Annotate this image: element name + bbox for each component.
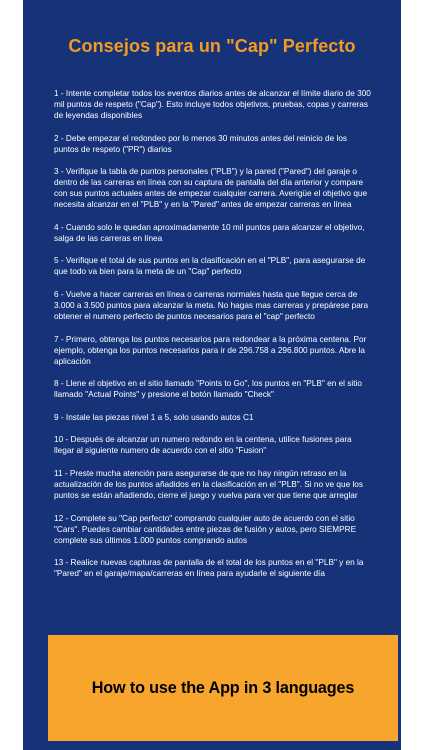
tip-item-12: 12 - Complete su "Cap perfecto" comprando cualquier auto de acuerdo con el sitio "Cars". Puedes cambiar cantidades entre piezas de fusión y autos, pero SIEMPRE complete sus últimos 1.000 puntos comprando autos: [54, 513, 357, 545]
tips-panel: [23, 0, 401, 750]
how-to-use-button[interactable]: [48, 635, 398, 741]
tips-list: [54, 88, 372, 591]
tip-item-3: 3 - Verifique la tabla de puntos personales ("PLB") y la pared ("Pared") del garaje o dentro de las carreras en línea con su captura de pantalla del día anterior y compare con sus puntos actuales antes de empezar cualquier carrera. Averigüe el objetivo que necesita alcanzar en el "PLB" y en la "Pared" antes de empezar carreras en línea: [54, 167, 368, 210]
tip-item-7: 7 - Primero, obtenga los puntos necesarios para redondear a la próxima centena. Por ejemplo, obtenga los puntos necesarios para ir de 296.758 a 296.800 puntos. Abre la aplicación: [54, 334, 367, 366]
tip-item-5: 5 - Verifique el total de sus puntos en la clasificación en el "PLB", para asegurarse de que todo va bien para la meta de un "Cap" perfecto: [54, 256, 366, 277]
tip-item-4: 4 - Cuando solo le quedan aproximadamente 10 mil puntos para alcanzar el objetivo, salga de las carreras en línea: [54, 222, 365, 243]
tip-item-2: 2 - Debe empezar el redondeo por lo menos 30 minutos antes del reinicio de los puntos de respeto ("PR") diarios: [54, 133, 348, 154]
how-to-use-label: How to use the App in 3 languages: [91, 678, 355, 697]
tip-item-10: 10 - Después de alcanzar un numero redondo en la centena, utilice fusiones para llegar al siguiente numero de acuerdo con el sitio "Fusion": [54, 435, 352, 456]
tip-item-11: 11 - Preste mucha atención para asegurarse de que no hay ningún retraso en la actualización de los puntos añadidos en la clasificación en el "PLB". Si no ve que los puntos se están añadiendo, cierre el juego y vuelva para ver que tiene que arreglar: [54, 468, 364, 500]
tip-item-6: 6 - Vuelve a hacer carreras en línea o carreras normales hasta que llegue cerca de 3.000 a 3.500 puntos para alcanzar la meta. No hagas mas carreras y prepárese para obtener el numero perfecto de puntos necesarios para el "cap" perfecto: [54, 289, 369, 321]
page-title: Consejos para un "Cap" Perfecto: [68, 36, 356, 56]
tip-item-13: 13 - Realice nuevas capturas de pantalla de el total de los puntos en el "PLB" y en la "Pared" en el garaje/mapa/carreras en línea para ayudarle el siguiente día: [54, 558, 364, 579]
tip-item-1: 1 - Intente completar todos los eventos diarios antes de alcanzar el límite diario de 300 mil puntos de respeto ("Cap"). Esto incluye todos objetivos, pruebas, copas y carreras de leyendas disponibles: [54, 89, 371, 120]
tip-item-8: 8 - Llene el objetivo en el sitio llamado "Points to Go", los puntos en "PLB" en el sitio llamado "Actual Points" y presione el botón llamado "Check": [54, 379, 362, 400]
tip-item-9: 9 - Instale las piezas nivel 1 a 5, solo usando autos C1: [54, 412, 254, 422]
